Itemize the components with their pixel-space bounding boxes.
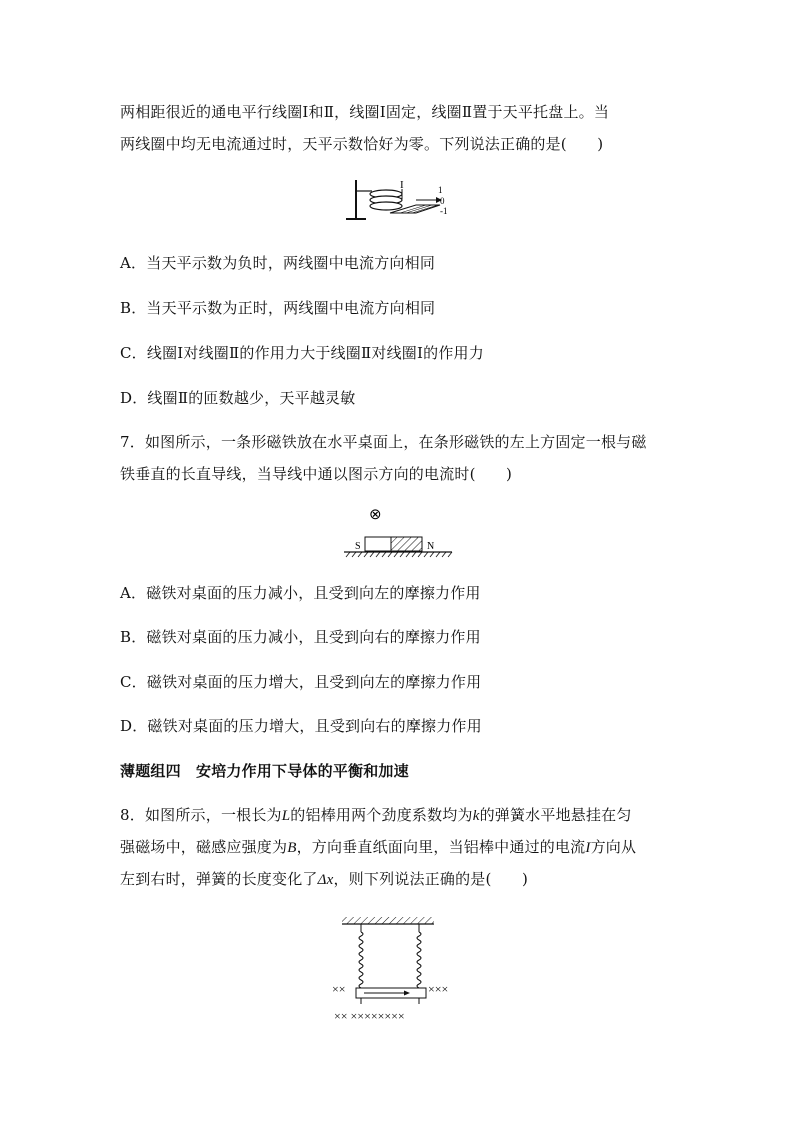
q6-stem-line-1: 两相距很近的通电平行线圈Ⅰ和Ⅱ，线圈Ⅰ固定，线圈Ⅱ置于天平托盘上。当 — [120, 103, 610, 121]
q6-option-a: A．当天平示数为负时，两线圈中电流方向相同 — [120, 254, 436, 272]
q8-stem-line-1 — [120, 806, 632, 825]
q8-stem-line-3 — [120, 870, 528, 889]
q6-coil-balance-figure — [338, 175, 468, 225]
q8-text: ，则下列说法正确的是( ) — [333, 870, 528, 888]
q8-var-current: I — [585, 840, 591, 856]
q7-label-n: N — [427, 541, 435, 552]
q6-scale-bottom: -1 — [440, 206, 448, 216]
q6-option-d: D．线圈Ⅱ的匝数越少，天平越灵敏 — [120, 389, 356, 407]
q8-text: 强磁场中，磁感应强度为 — [120, 838, 288, 856]
q7-option-c: C．磁铁对桌面的压力增大，且受到向左的摩擦力作用 — [120, 673, 482, 691]
q7-magnet-figure — [340, 502, 460, 562]
q8-var-stiffness: k — [472, 808, 480, 824]
q7-stem-line-1: 7．如图所示，一条形磁铁放在水平桌面上，在条形磁铁的左上方固定一根与磁 — [120, 433, 647, 451]
section-heading: 薄题组四 安培力作用下导体的平衡和加速 — [120, 762, 409, 780]
q8-text: 8．如图所示，一根长为 — [120, 806, 282, 824]
q8-var-delta-x: Δx — [317, 872, 334, 888]
q6-scale-mid: 0 — [440, 196, 445, 206]
q6-scale-top: 1 — [438, 185, 443, 195]
q8-spring-rod-figure — [328, 914, 468, 1026]
q8-text: ，方向垂直纸面向里，当铝棒中通过的电流 — [296, 838, 586, 856]
q8-field-row2: ×× ×××××××× — [334, 1009, 405, 1023]
q8-var-length: L — [281, 808, 291, 824]
q8-field-row1-left: ×× — [332, 982, 346, 996]
q8-text: 左到右时，弹簧的长度变化了 — [120, 870, 318, 888]
q8-text: 的铝棒用两个劲度系数均为 — [290, 806, 473, 824]
q7-current-into-page-icon: ⊗ — [369, 507, 382, 523]
q6-option-c: C．线圈Ⅰ对线圈Ⅱ的作用力大于线圈Ⅱ对线圈Ⅰ的作用力 — [120, 344, 484, 362]
q8-stem-line-2 — [120, 838, 636, 857]
q8-text: 的弹簧水平地悬挂在匀 — [479, 806, 632, 824]
q7-option-b: B．磁铁对桌面的压力减小，且受到向右的摩擦力作用 — [120, 628, 481, 646]
q8-var-field: B — [287, 840, 297, 856]
q7-option-a: A．磁铁对桌面的压力减小，且受到向左的摩擦力作用 — [120, 584, 481, 602]
q6-coil-label: I — [400, 179, 404, 191]
q6-stem-line-2: 两线圈中均无电流通过时，天平示数恰好为零。下列说法正确的是( ) — [120, 135, 604, 153]
q6-option-b: B．当天平示数为正时，两线圈中电流方向相同 — [120, 299, 436, 317]
q8-text: 方向从 — [590, 838, 637, 856]
q7-label-s: S — [355, 541, 361, 552]
q7-stem-line-2: 铁垂直的长直导线，当导线中通以图示方向的电流时( ) — [120, 465, 513, 483]
q8-field-row1-right: ××× — [428, 982, 449, 996]
q7-option-d: D．磁铁对桌面的压力增大，且受到向右的摩擦力作用 — [120, 717, 482, 735]
